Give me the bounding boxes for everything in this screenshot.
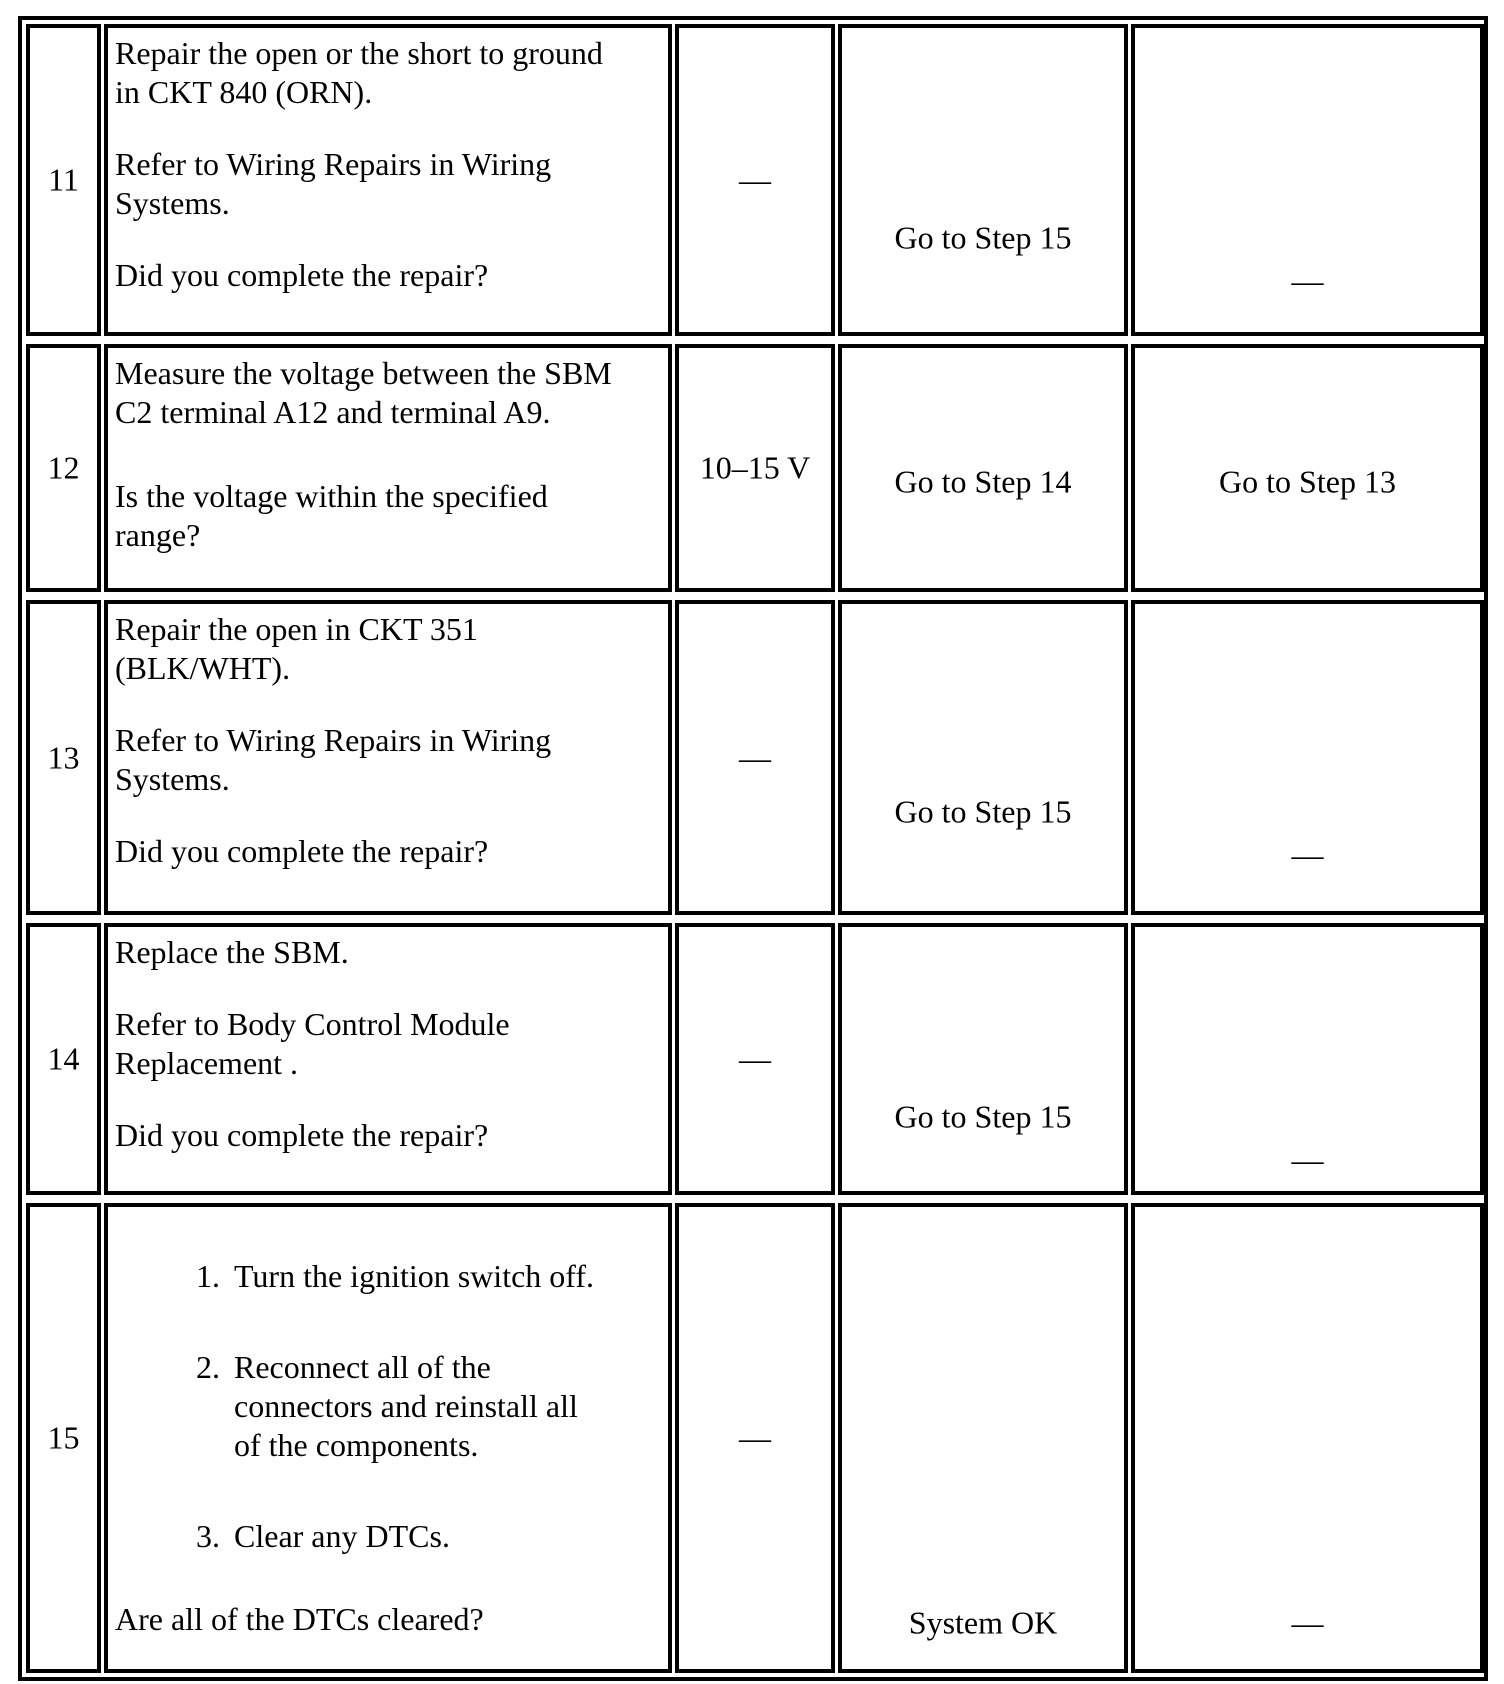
question-text: range? bbox=[115, 517, 201, 553]
diagnostic-table bbox=[18, 16, 1488, 1681]
action-cell bbox=[104, 1203, 672, 1673]
step-cell bbox=[26, 344, 101, 592]
value-cell bbox=[675, 24, 835, 336]
action-text: Repair the open in CKT 351 bbox=[115, 611, 478, 647]
no-cell bbox=[1131, 24, 1484, 336]
procedure-list bbox=[115, 1257, 664, 1556]
no-cell bbox=[1131, 1203, 1484, 1673]
step-cell bbox=[26, 24, 101, 336]
no-cell bbox=[1131, 923, 1484, 1195]
action-text: Repair the open or the short to ground bbox=[115, 35, 603, 71]
list-item bbox=[115, 1348, 664, 1465]
no-action: Go to Step 13 bbox=[1219, 463, 1396, 500]
value-text: — bbox=[739, 1419, 771, 1456]
table-row bbox=[22, 596, 1484, 919]
step-number: 14 bbox=[47, 1040, 80, 1077]
question-text: Did you complete the repair? bbox=[115, 1117, 489, 1153]
value-text: — bbox=[739, 1040, 771, 1077]
list-text: connectors and reinstall all bbox=[234, 1388, 578, 1424]
table-row bbox=[22, 20, 1484, 340]
step-number: 13 bbox=[47, 739, 80, 775]
question-text: Is the voltage within the specified bbox=[115, 478, 548, 514]
value-cell bbox=[675, 1203, 835, 1673]
question-text: Did you complete the repair? bbox=[115, 833, 489, 869]
reference-text: Replacement . bbox=[115, 1045, 299, 1081]
table-row bbox=[22, 919, 1484, 1199]
yes-cell bbox=[838, 923, 1128, 1195]
list-number: 1. bbox=[196, 1258, 220, 1294]
table-row bbox=[22, 340, 1484, 596]
no-cell bbox=[1131, 600, 1484, 915]
list-number: 2. bbox=[196, 1349, 220, 1385]
list-number: 3. bbox=[196, 1518, 220, 1554]
value-text: 10–15 V bbox=[699, 449, 811, 486]
yes-cell bbox=[838, 24, 1128, 336]
step-cell bbox=[26, 1203, 101, 1673]
list-text: Clear any DTCs. bbox=[234, 1518, 450, 1554]
step-number: 15 bbox=[47, 1419, 80, 1456]
list-text: Turn the ignition switch off. bbox=[234, 1258, 595, 1294]
value-text: — bbox=[739, 161, 771, 198]
reference-text: Refer to Wiring Repairs in Wiring bbox=[115, 146, 552, 182]
value-cell bbox=[675, 344, 835, 592]
yes-cell bbox=[838, 600, 1128, 915]
yes-cell bbox=[838, 1203, 1128, 1673]
no-action: — bbox=[1291, 1141, 1324, 1178]
list-text: Reconnect all of the bbox=[234, 1349, 491, 1385]
no-action: — bbox=[1291, 836, 1324, 873]
action-cell bbox=[104, 600, 672, 915]
reference-text: Refer to Body Control Module bbox=[115, 1006, 510, 1042]
yes-action: System OK bbox=[908, 1604, 1058, 1641]
question-text: Did you complete the repair? bbox=[115, 257, 489, 293]
list-item bbox=[115, 1257, 664, 1296]
action-cell bbox=[104, 923, 672, 1195]
value-text: — bbox=[739, 739, 771, 775]
reference-text: Systems. bbox=[115, 185, 230, 221]
yes-action: Go to Step 14 bbox=[894, 463, 1072, 500]
step-number: 11 bbox=[48, 161, 79, 198]
step-cell bbox=[26, 600, 101, 915]
action-text: (BLK/WHT). bbox=[115, 650, 291, 686]
step-cell bbox=[26, 923, 101, 1195]
step-number: 12 bbox=[47, 449, 80, 486]
action-text: C2 terminal A12 and terminal A9. bbox=[115, 394, 551, 430]
list-item bbox=[115, 1517, 664, 1556]
table-row bbox=[22, 1199, 1484, 1677]
reference-text: Systems. bbox=[115, 761, 230, 797]
action-text: in CKT 840 (ORN). bbox=[115, 74, 373, 110]
reference-text: Refer to Wiring Repairs in Wiring bbox=[115, 722, 552, 758]
action-cell bbox=[104, 344, 672, 592]
yes-cell bbox=[838, 344, 1128, 592]
list-text: of the components. bbox=[234, 1427, 479, 1463]
no-action: — bbox=[1291, 1604, 1324, 1641]
action-text: Replace the SBM. bbox=[115, 934, 349, 970]
yes-action: Go to Step 15 bbox=[894, 219, 1072, 256]
action-cell bbox=[104, 24, 672, 336]
yes-action: Go to Step 15 bbox=[894, 1098, 1072, 1135]
no-cell bbox=[1131, 344, 1484, 592]
no-action: — bbox=[1291, 262, 1324, 299]
yes-action: Go to Step 15 bbox=[894, 793, 1072, 830]
question-text: Are all of the DTCs cleared? bbox=[115, 1601, 484, 1637]
action-text: Measure the voltage between the SBM bbox=[115, 355, 612, 391]
value-cell bbox=[675, 923, 835, 1195]
value-cell bbox=[675, 600, 835, 915]
